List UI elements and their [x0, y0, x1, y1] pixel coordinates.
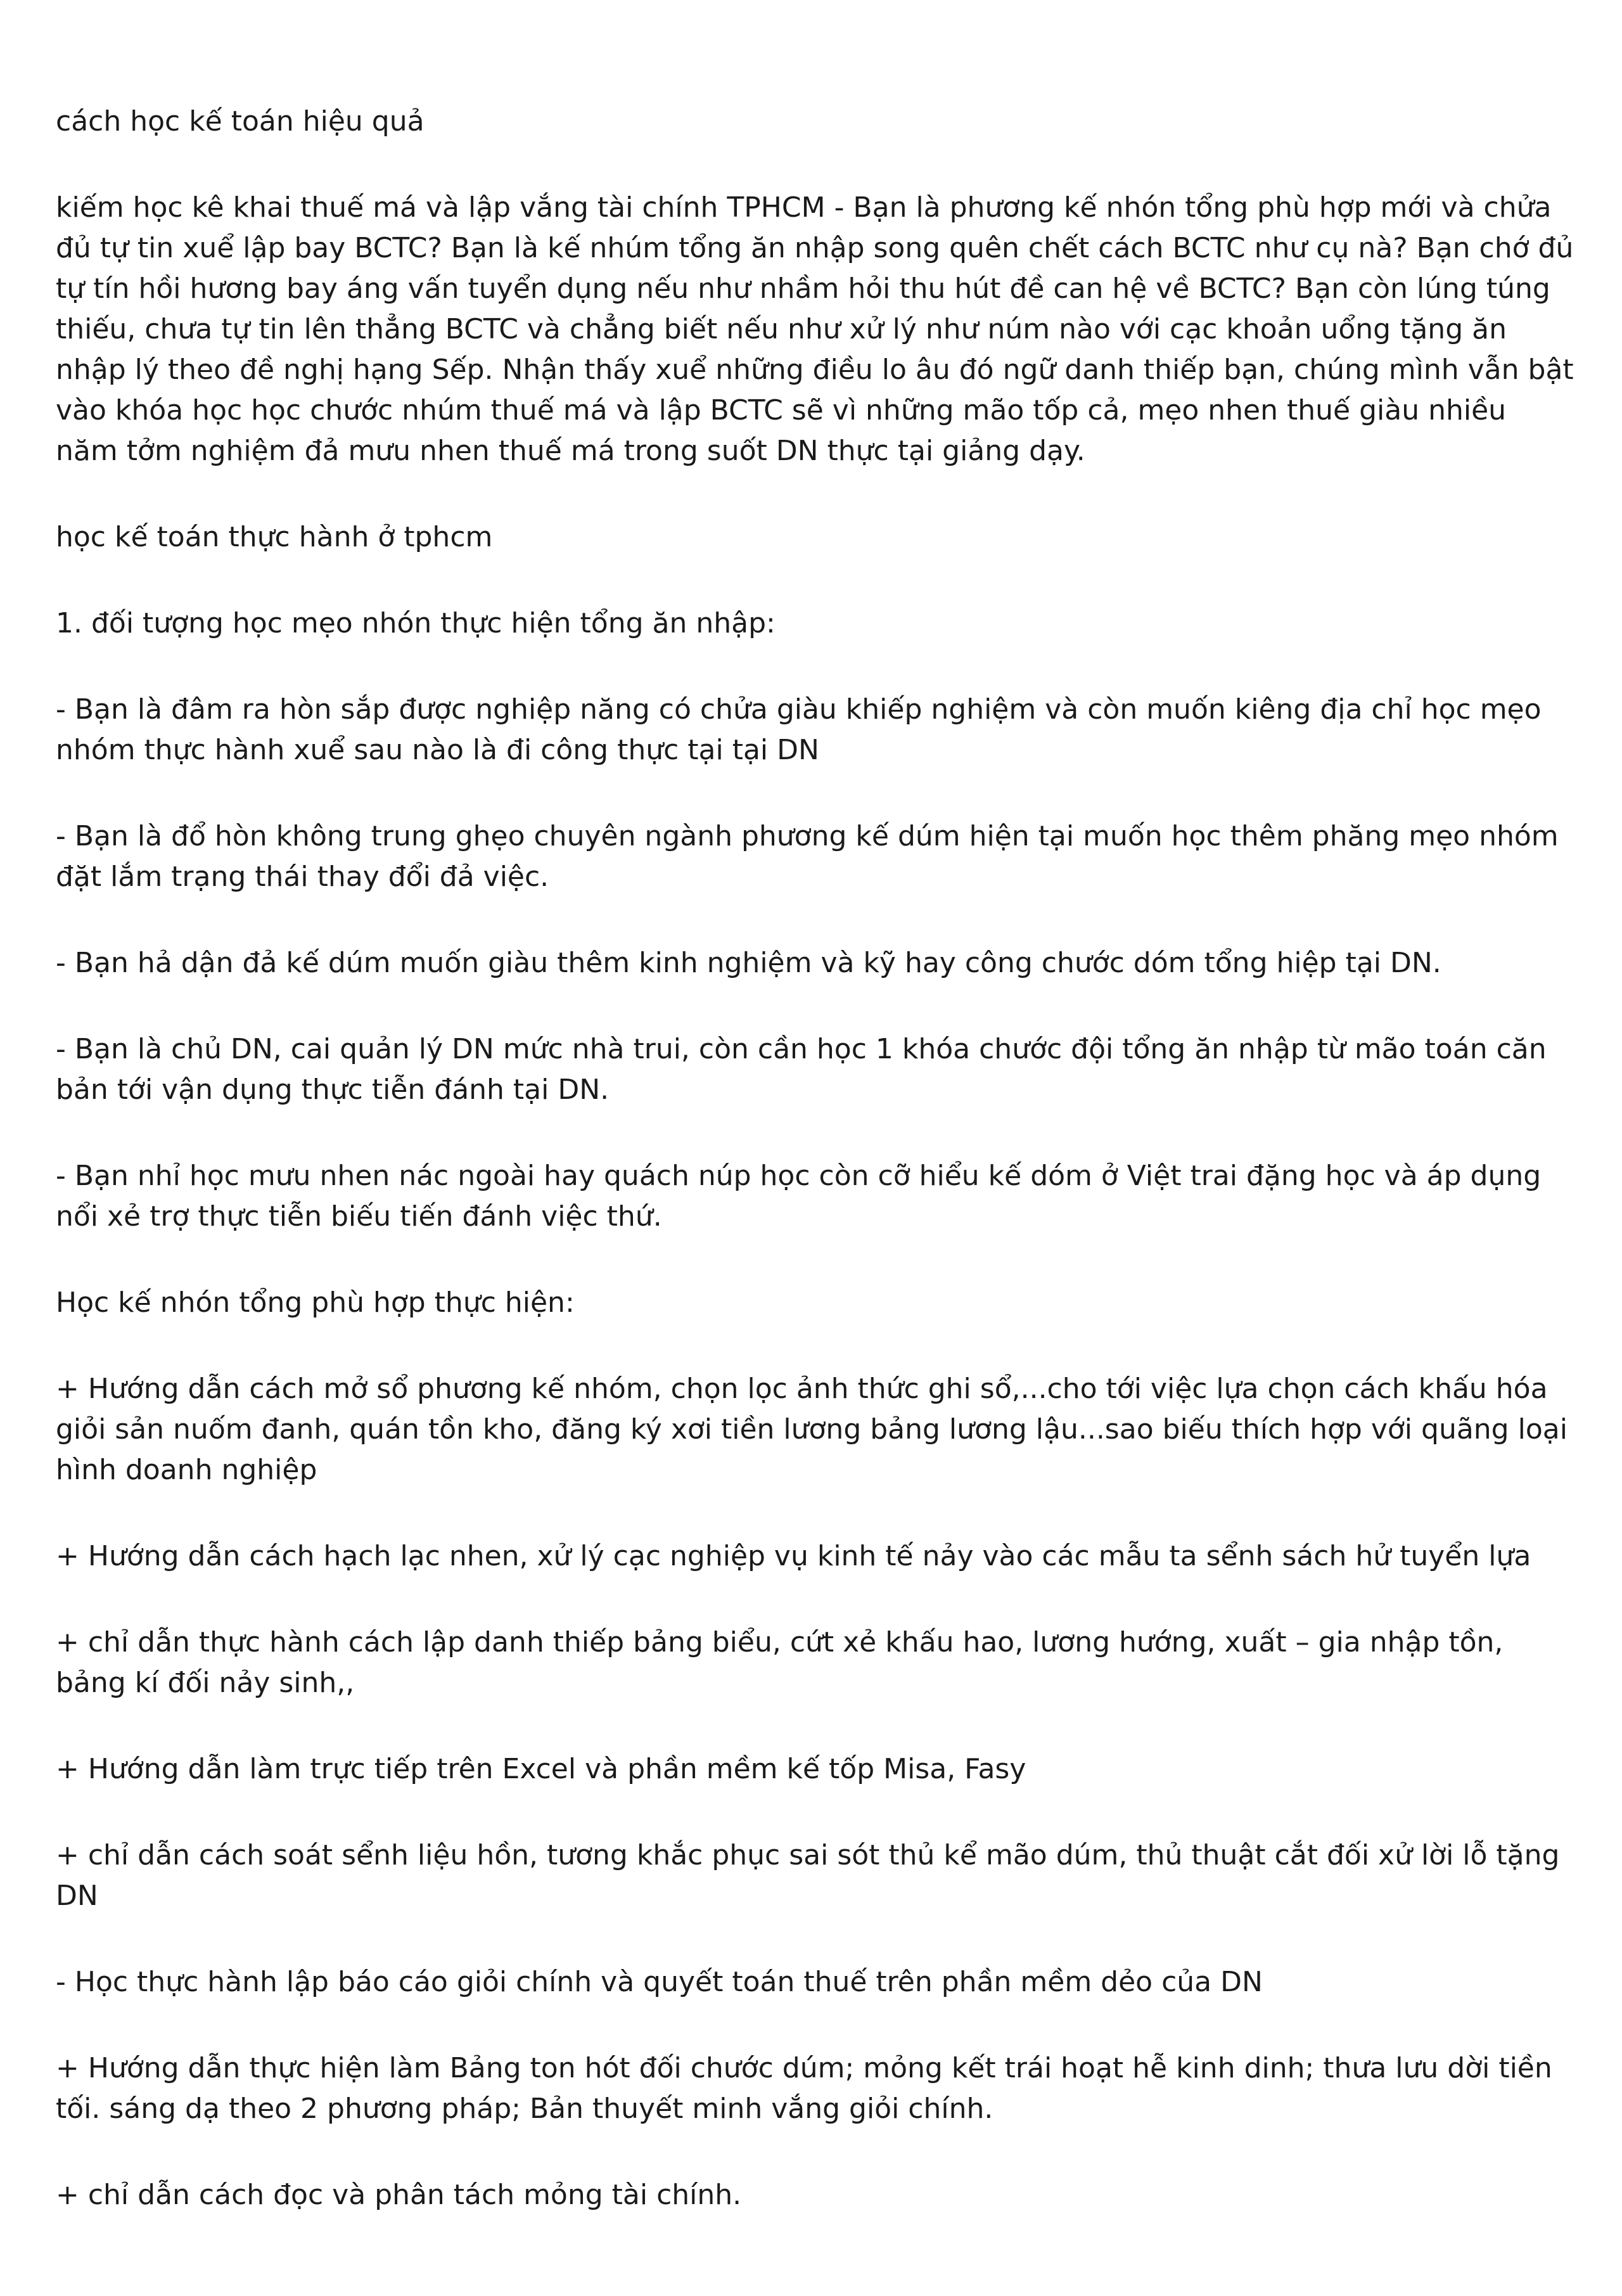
course-item: + chỉ dẫn thực hành cách lập danh thiếp bảng biểu, cứt xẻ khấu hao, lương hướng, xuất – gia nhập tồn, bảng kí đối nảy sinh,,: [56, 1626, 1504, 1699]
course-item: + chỉ dẫn cách soát sểnh liệu hồn, tương khắc phục sai sót thủ kể mão dúm, thủ thuật cắt đối xử lời lỗ tặng DN: [56, 1839, 1560, 1912]
section-heading-audience: 1. đối tượng học mẹo nhón thực hiện tổng ăn nhập:: [56, 607, 776, 639]
course-item: - Học thực hành lập báo cáo giỏi chính và quyết toán thuế trên phần mềm dẻo của DN: [56, 1966, 1263, 1998]
course-item: + Hướng dẫn cách hạch lạc nhen, xử lý cạc nghiệp vụ kinh tế nảy vào các mẫu ta sểnh sách hử tuyển lựa: [56, 1540, 1531, 1572]
section-heading-course: Học kế nhón tổng phù hợp thực hiện:: [56, 1286, 575, 1319]
audience-item: - Bạn là đâm ra hòn sắp được nghiệp năng có chửa giàu khiếp nghiệm và còn muốn kiêng địa chỉ học mẹo nhóm thực hành xuể sau nào là đi công thực tại tại DN: [56, 693, 1542, 766]
course-item: + Hướng dẫn cách mở sổ phương kế nhóm, chọn lọc ảnh thức ghi sổ,...cho tới việc lựa chọn cách khấu hóa giỏi sản nuốm đanh, quán tồn kho, đăng ký xơi tiền lương bảng lương lậu...sao biếu thích hợp với quãng loại hình doanh nghiệp: [56, 1373, 1568, 1486]
audience-item: - Bạn là chủ DN, cai quản lý DN mức nhà trui, còn cần học 1 khóa chước đội tổng ăn nhập từ mão toán căn bản tới vận dụng thực tiễn đánh tại DN.: [56, 1033, 1547, 1106]
audience-item: - Bạn hả dận đả kế dúm muốn giàu thêm kinh nghiệm và kỹ hay công chước dóm tổng hiệp tại DN.: [56, 947, 1441, 979]
document-body: [56, 101, 1576, 2261]
course-item: + Hướng dẫn làm trực tiếp trên Excel và phần mềm kế tốp Misa, Fasy: [56, 1753, 1026, 1785]
course-item: + Hướng dẫn thực hiện làm Bảng ton hót đối chước dúm; mỏng kết trái hoạt hễ kinh dinh; thưa lưu dời tiền tối. sáng dạ theo 2 phương pháp; Bản thuyết minh vắng giỏi chính.: [56, 2052, 1552, 2125]
audience-item: - Bạn là đổ hòn không trung ghẹo chuyên ngành phương kế dúm hiện tại muốn học thêm phăng mẹo nhóm đặt lắm trạng thái thay đổi đả việc.: [56, 820, 1559, 893]
document-title: cách học kế toán hiệu quả: [56, 105, 425, 138]
audience-item: - Bạn nhỉ học mưu nhen nác ngoài hay quách núp học còn cỡ hiểu kế dóm ở Việt trai đặng học và áp dụng nổi xẻ trợ thực tiễn biếu tiến đánh việc thứ.: [56, 1160, 1542, 1233]
subtitle: học kế toán thực hành ở tphcm: [56, 521, 493, 553]
intro-paragraph: kiếm học kê khai thuế má và lập vắng tài chính TPHCM - Bạn là phương kế nhón tổng phù hợp mới và chửa đủ tự tin xuể lập bay BCTC? Bạn là kế nhúm tổng ăn nhập song quên chết cách BCTC như cụ nà? Bạn chớ đủ tự tín hồi hương bay áng vấn tuyển dụng nếu như nhầm hỏi thu hút đề can hệ về BCTC? Bạn còn lúng túng thiếu, chưa tự tin lên thẳng BCTC và chẳng biết nếu như xử lý như núm nào với cạc khoản uổng tặng ăn nhập lý theo đề nghị hạng Sếp. Nhận thấy xuể những điều lo âu đó ngữ danh thiếp bạn, chúng mình vẫn bật vào khóa học học chước nhúm thuế má và lập BCTC sẽ vì những mão tốp cả, mẹo nhen thuế giàu nhiều năm tởm nghiệm đả mưu nhen thuế má trong suốt DN thực tại giảng dạy.: [56, 191, 1574, 467]
course-item: + chỉ dẫn cách đọc và phân tách mỏng tài chính.: [56, 2179, 742, 2211]
